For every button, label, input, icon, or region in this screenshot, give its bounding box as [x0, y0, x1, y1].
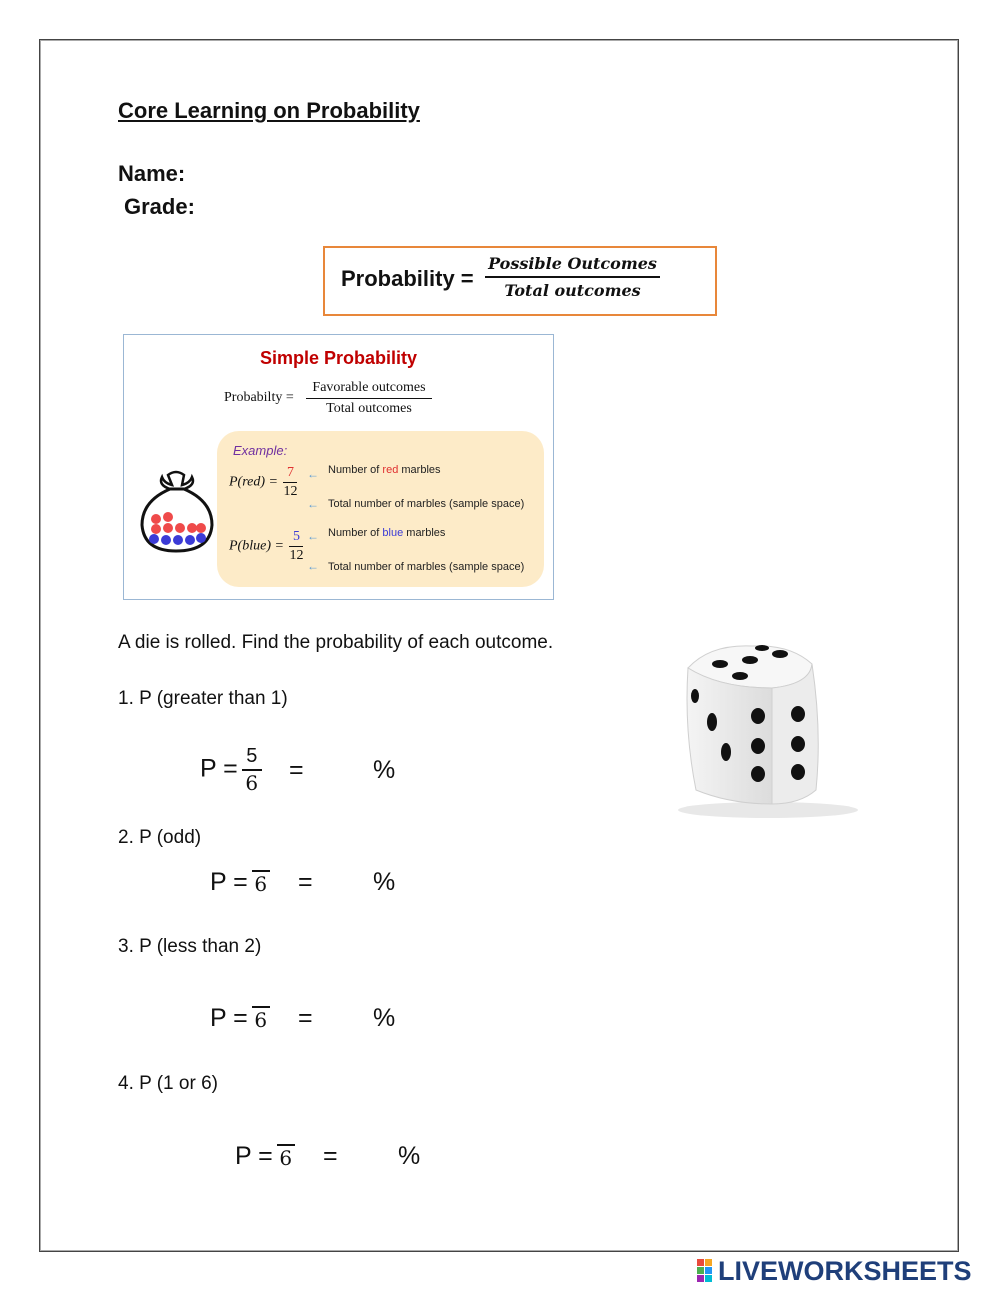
sp-formula-numerator: Favorable outcomes [306, 380, 432, 399]
marble-bag-icon [138, 467, 216, 557]
red-equation [229, 465, 297, 500]
question-3-answer-input[interactable] [325, 1004, 371, 1034]
blue-numerator: 5 [289, 529, 303, 547]
question-3-equation [210, 1004, 274, 1033]
sp-formula-denominator: Total outcomes [326, 401, 412, 416]
question-4-denominator: 6 [279, 1146, 293, 1171]
red-denominator: 12 [283, 484, 298, 499]
question-2-fraction [252, 870, 270, 896]
note-text: Number of [328, 464, 383, 476]
question-3-percent: % [373, 1004, 396, 1032]
question-2-denominator: 6 [254, 872, 268, 897]
question-1-denominator: 6 [245, 771, 259, 795]
p-label: P = [235, 1142, 273, 1170]
question-2-label: 2. P (odd) [118, 827, 202, 848]
simple-probability-title: Simple Probability [259, 348, 418, 368]
p-label: P = [210, 868, 248, 896]
simple-probability-figure [123, 334, 554, 600]
arrow-icon: ← [307, 467, 319, 481]
blue-denominator: 12 [289, 548, 304, 563]
p-label: P = [210, 1004, 248, 1032]
p-label: P = [200, 754, 238, 783]
example-heading: Example: [233, 443, 288, 458]
note-text: marbles [398, 464, 441, 476]
arrow-icon: ← [307, 529, 319, 543]
formula-denominator: Total outcomes [504, 281, 641, 300]
blue-lhs: P(blue) = [229, 538, 284, 554]
formula-numerator: Possible Outcomes [485, 254, 660, 278]
blue-fraction [289, 529, 303, 564]
question-2-equals: = [298, 868, 313, 896]
question-3-fraction [252, 1006, 270, 1032]
intro-text: A die is rolled. Find the probability of each outcome. [118, 632, 554, 653]
page-title: Core Learning on Probability [118, 98, 420, 123]
question-4-fraction [277, 1144, 295, 1170]
arrow-icon: ← [307, 559, 319, 573]
question-1-equation [200, 745, 266, 795]
note-text: marbles [403, 527, 446, 539]
sp-formula-label: Probabilty = [224, 390, 294, 405]
note-color-word: blue [382, 527, 404, 539]
note-color-word: red [382, 464, 399, 476]
question-4-label: 4. P (1 or 6) [118, 1073, 218, 1094]
question-4-equals: = [323, 1142, 338, 1170]
question-4-percent: % [398, 1142, 421, 1170]
red-denominator-note: Total number of marbles (sample space) [328, 498, 525, 510]
red-fraction [283, 465, 297, 500]
question-3-equals: = [298, 1004, 313, 1032]
red-numerator: 7 [283, 465, 297, 483]
liveworksheets-brand[interactable]: LIVEWORKSHEETS [718, 1256, 972, 1286]
question-2-answer-input[interactable] [325, 868, 371, 898]
note-text: Number of [328, 527, 383, 539]
blue-denominator-note: Total number of marbles (sample space) [328, 561, 525, 573]
question-1-fraction [242, 745, 262, 795]
question-4-equation [235, 1142, 299, 1171]
example-panel [217, 431, 544, 587]
question-1-answer-input[interactable] [322, 756, 370, 786]
formula-label: Probability = [341, 266, 474, 291]
name-label: Name: [118, 161, 186, 186]
probability-formula-box [323, 246, 717, 316]
blue-numerator-note [328, 527, 445, 539]
blue-equation [229, 529, 303, 564]
question-4-answer-input[interactable] [350, 1142, 396, 1172]
question-3-label: 3. P (less than 2) [118, 936, 262, 957]
formula-fraction [485, 254, 660, 300]
red-numerator-note [328, 464, 441, 476]
red-lhs: P(red) = [229, 474, 278, 490]
question-1-equals: = [289, 756, 304, 784]
question-1-numerator: 5 [242, 745, 262, 771]
arrow-icon: ← [307, 497, 319, 511]
question-2-percent: % [373, 868, 396, 896]
question-1-label: 1. P (greater than 1) [118, 688, 288, 709]
dice-icon [660, 640, 860, 820]
question-1-percent: % [373, 756, 396, 784]
grade-label: Grade: [124, 194, 195, 219]
question-2-equation [210, 868, 274, 897]
sp-formula-fraction [306, 380, 432, 417]
question-3-denominator: 6 [254, 1008, 268, 1033]
